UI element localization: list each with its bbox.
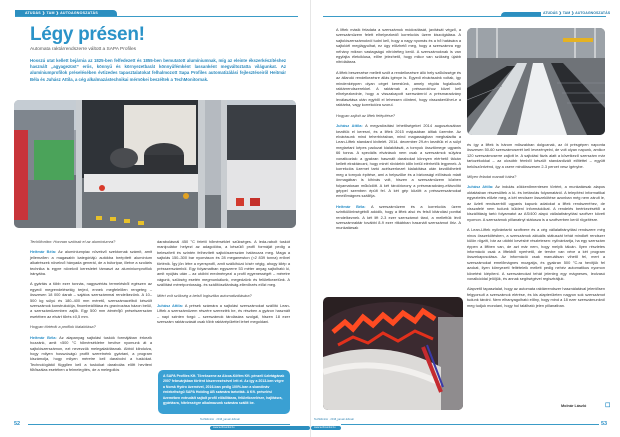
question: TechMonitor: Honnan szólnak el az alumíniumra? bbox=[30, 239, 116, 244]
author-name: Molnár László bbox=[561, 404, 587, 408]
speaker-name: Juhász Attila: bbox=[157, 303, 184, 309]
footer-rule bbox=[341, 424, 599, 425]
footer-rule bbox=[28, 424, 290, 425]
header-accent bbox=[501, 12, 541, 16]
breadcrumb-tab bbox=[15, 10, 117, 16]
paragraph: A liftek másik feladata a szerszámok módosítását, javítását végző, a szerszámüzem felett elhelyezkedő korrekciós üzem kiszolgálása. A sajtolószerszámokról tudni kell, hogy a nagy nyomás és a hő hatására a sajtolóél meglágyulhat, ez úgy előzhető meg, hogy a szerszámra egy néhány mikron vastagságú nitrídréteg kerül. A szerszámoknak is van egyfajta életciklusa, előre jelezhető, hogy mikor van szükség újabb nitrídálásra. bbox=[336, 27, 461, 65]
paragraph: darabolásnál 450 °C feletti hőmérséklet szükséges. A leda-rabolt tuskót manipulátor helyezi az adagolóba, a készülő profil formáját pedig a beleszített és szintén felhevített sajtolószerszám határozza meg. Maga a sajtolás 150–300 bar nyomáson és 28 meganewton (≈2 839 tonna) erővel történik. Így jön létre a nyersprofil, amit szálkihúzó kísér végig, ahogy kilép a présszerszámból. Egy folyamatban egyszerre 53 méter anyag sajtolható ki, amit nyújtás után – az utóbbi eredményezi a profil egyenességét – méretre vágunk, szükség esetén megmunkálunk, megedzünk és felületkezelünk. A szállítást méretpontosság- és szállítószilárdság-ellenőrzés előzi meg. bbox=[157, 239, 290, 288]
page-53 bbox=[310, 0, 620, 437]
speaker-name: Heitmár Béla: bbox=[30, 334, 57, 340]
company-info-box: A SAPA Profiles Kft. Törekszene az Alcoa-Köfém Kft. pénzeli üzletágának 2007 februárjában történt kiszervezésével lett el. Az így a 2013-ben végre a Norsk Hydro üzemével, 2016-ban pedig 100%-ban a skandináv érdekeltségű SAPA Holding AB számára tartották. A Kft. préselési üzemében extrudált sajtolt profil előállításra, felületkezelésre, hajlításra, gyártásra, hitelességre alkalmazunk számára szállít be. bbox=[158, 370, 290, 414]
paragraph bbox=[30, 249, 152, 276]
paragraph: Alapvető tapasztalat, hogy az automata raktárrendszer használatával jelentősen felgyorsult a szerszámok elérése, és kis alapterületen nagyon sok szerszámot tudunk tárolni. Nem elhanyagolható előny, hogy mind a 18 ezer szerszámunkról meg tudjuk mondani, hogy hol található jelen pillanatban. bbox=[467, 286, 605, 308]
lift-photo bbox=[14, 100, 296, 228]
speaker-name: Heitmár Béla: bbox=[30, 249, 57, 255]
right-column-2 bbox=[467, 142, 605, 313]
header-rule bbox=[323, 16, 606, 17]
paragraph bbox=[336, 204, 461, 231]
paragraph-text: Az alapanyag sajtolási tuskók formájában érkezik hozzánk, amit ≈500 °C hőmérsékletre hevítve nyomunk át a sajtolószerszámon, ezt nevezzük melegalakításnak. Abból kiindulva, hogy milyen hosszúságú profilt szeretnénk gyártani, a program kiszámolja, hogy milyen méretre kell darabolni a tuskókat. Technológiától függően kell a tuskókat darabolás előtt hevíteni fűtőszálas esetében a felmelegítés, de a melegollós bbox=[30, 334, 152, 373]
left-column-2 bbox=[157, 239, 290, 330]
website-link[interactable]: www.techmonitor.hu bbox=[210, 426, 310, 430]
paragraph: A liftek beszerzése mellett szólt a rendelkezésre álló hely szűkössége és az állandó rendelkezésre állás igénye is. Egyedi elvárásaink voltak, így mindenképpen olyan céget kerestünk, amely régóta foglalkozik raktárrendszerekkel. A raktárnak a préssorokhoz közel kell elhelyezkednie, hogy a visszakapott szerszámról a présmaradvány leválasztása után egyből el lehessen dönteni, hogy visszakerülhet-e a raktárba, vagy korrekcióra szorul. bbox=[336, 69, 461, 108]
header-rule bbox=[15, 16, 298, 17]
speaker-name: Juhász Attila: bbox=[467, 184, 494, 190]
paragraph-text: A megvalósítási lehetőségeket 2014 augusztusában kezdtük el keresni, és a liftek 2015 májusában álltak üzembe. Az elvárásunk mind teherbírásban, mind magasságban meghaladta a Lean-Liftek standard kivitelét. 2014. december 29-én kezdtük el a súlyt megtartani képes padozat kialakítását, a tornyok össztömege ugyanis 66 tonna. A speciális elvárások nem csak a szerszámok súlyára vonatkoztak: a gyakran használt darabokat könnyen elérhető tálcán kellett elraktározni, hogy minél rövidebb időn belül elérhetők legyenek. A korrekciós üzemet tartó acélszerkezet kialakítása után kezdődhetett meg a tornyok építése, ami a helyszűke és a biztonsági előírások miatt önmagában is kihívás volt, hiszen a szerszámüzem közben folyamatosan működött. A két tárolótorony a présmaradvány-eltávolító géppel szemben épült fel. A két gép között a présszerszámokat emelőmágnes szállítja. bbox=[336, 123, 461, 199]
page-title: Légy présen! bbox=[30, 24, 145, 45]
paragraph-text: Az indulás zökkenőmentesen történt, a munkatársak alapos oktatásban részesültek a ki- és betárolás folyamatáról. A telepítést informatikai egyeztetés előzte meg, a két rendszer összekötése azonban még nem zárult le, az üzleti rendszerből ugyanis kapunk adatokat a liftek rendszeréhez, de visszafelé nem tudunk küldeni információkat. A rendelés beérkezésétől a kiszállításig tartó folyamatot az AS/400 alapú vállalatirányítási szoftver követi nyomon. A szerszámok pillanatnyi státusza is a szoftverben kerül rögzítésre. bbox=[467, 184, 605, 222]
paragraph-text: Az alumíniumpiac növekvő szektornak számít, amit jellemzően a magasabb kategóriájú autókba beépített alumínium alkatrészek növekvő hányada generál, de a bútoripar, illetve a szoláris technika is egyre növekvő keresletet támaszt az alumíniumprofilok irányába. bbox=[30, 249, 152, 277]
left-column-1 bbox=[30, 239, 152, 378]
paragraph: és így a liftek is három műszakban dolgoznak, az öt présgépen naponta összesen 50-60 szerszámcserét kell levezényelni, de volt olyan napunk, amikor 120 szerszámcserre zajlott le. A sajtolási fázis alatt a következő szerszám már tartozékokkal – az olcsóbb fémből készült standardizált előtéttel – együtt beköszöntvénd, így a csere mindösszesen 2-3 percet vesz igénybe. bbox=[467, 142, 605, 169]
question: Hogyan történik a profilok kialakítása? bbox=[30, 324, 96, 330]
paragraph-text: A szerszámüzem és a korrekciós üzem szintkülönbségéből adódik, hogy a liftek alsó és felső kitárolási ponttal rendelkeznek. A két lift 2-3 ezer szerszámot tárol, a mellettük lévő szerszámraktár további 8-9 ezer ritkábban használt szerszámot őriz. A munkatársak bbox=[336, 203, 461, 231]
paragraph-text: A prések számára a sajtolási szerszámokat szállító Lean-Liftek a szerszámüzem részére szerezték be, és részben a gyáron használt – napi szinten forgó – szerszámok tárolására szolgál, hiszen 18 ezer szerszám raktározását csak több raktárépülettel lehet megoldani. bbox=[157, 303, 290, 325]
question: Milyen feladat maradt hátra? bbox=[467, 174, 517, 180]
lift-photo-image bbox=[14, 100, 296, 228]
paragraph bbox=[336, 123, 461, 199]
breadcrumb: ATUDÁS ❯ TAM ❯ AUTOAGNOSZATÁS bbox=[543, 11, 611, 15]
page-number: 53 bbox=[601, 421, 608, 427]
paragraph bbox=[30, 335, 152, 373]
question: Hogyan zajlott az liftek felépítése? bbox=[336, 112, 396, 118]
conveyor-photo bbox=[467, 28, 605, 135]
paragraph: A Lean-Liftek nyilvántartó szoftvere és a cég vállalatirányítási rendszere még nincs összekötésben, a szerszámok aktuális státuszát tehát mindkét rendszer külön rögzíti, bár az utóbbi kevésbé részletesen: nyilvántartja, ha egy szerszám éppen a liftben van, de azt már nem, hogy melyik tálcán. Ilyen részletes információ csak a liftekből nyerhető, de tervbe van véve a két program összekapcsolása. Az információ csak manuálisan vihető fel, mert a szerszámokat emelőmágnes mozgatja, és gyakran 500 °C-ra hevítjük fel azokat, ilyen környezeti feltételeik mellett pedig nehéz automatikus nyomon követést kiépíteni. A szerszámokat tehát jelenleg egy mágneses, leolvasó vonalkóddal jelöljük, és annak segítségével regisztráljuk. bbox=[467, 227, 605, 281]
article-subtitle: Automata raktárrendszerre váltott a SAPA Profiles bbox=[30, 47, 137, 52]
publication-label: TechMonitor · 2016_január-február bbox=[314, 418, 354, 421]
article-lead: Hosszú utat kellett bejárnia az 1825-ben felfedezett és 1855-ben bemutatott alumíniumnak, míg az eleinte ékszerkészítéshez használt „agyagezüst” erős, könnyű és környezetbarát könnyűfémként lassanként megváltoztatta világunkat. Az alumíniumprofilok préselésében évtizedes tapasztalatokat felhalmozott Sapa Profiles automatizálási fejlesztéseiről Heitmár Béla és Juhász Attila, a cég alkalmazástechnikai mérnökei beszéltek a TechMonitornak. bbox=[30, 58, 286, 82]
paragraph bbox=[157, 303, 290, 325]
paragraph bbox=[467, 184, 605, 222]
right-column-1 bbox=[336, 27, 461, 236]
paragraph: A gyártás a több ezer tonnás, nagyszériás termelésből egészen az egyedi megrendelésekig terjed, ennek megfelelően rengeteg – összesen 18 000 darab – sajátos szerszámmal rendelkezünk. A 10–500 kg súlyú és 180–400 mm méretű, szerszámacélból készült szerszámok konstrukciója, finombeállítása és gravírozása házon belül, a szerszámüzemben zajlik. Egy 500 mm átmérőjű préselszerszám esetében az elvárt tűrés ±0,5 mm. bbox=[30, 281, 152, 319]
breadcrumb: ATUDÁS ❯ TAM ❯ AUTOAGNOSZATÁS bbox=[25, 11, 98, 15]
die-heating-photo bbox=[323, 297, 463, 410]
speaker-name: Juhász Attila: bbox=[336, 123, 363, 129]
page-number: 52 bbox=[14, 421, 21, 427]
question: Miért volt szükség a belső logisztika automatizálására? bbox=[157, 292, 252, 298]
website-link[interactable]: www.techmonitor.hu bbox=[311, 426, 341, 430]
die-heating-image bbox=[323, 297, 463, 410]
conveyor-image bbox=[467, 28, 605, 135]
speaker-name: Heitmár Béla: bbox=[336, 203, 366, 209]
publication-label: TechMonitor · 2016_január-február bbox=[200, 418, 240, 421]
end-of-article-icon: ☐ bbox=[605, 403, 611, 409]
